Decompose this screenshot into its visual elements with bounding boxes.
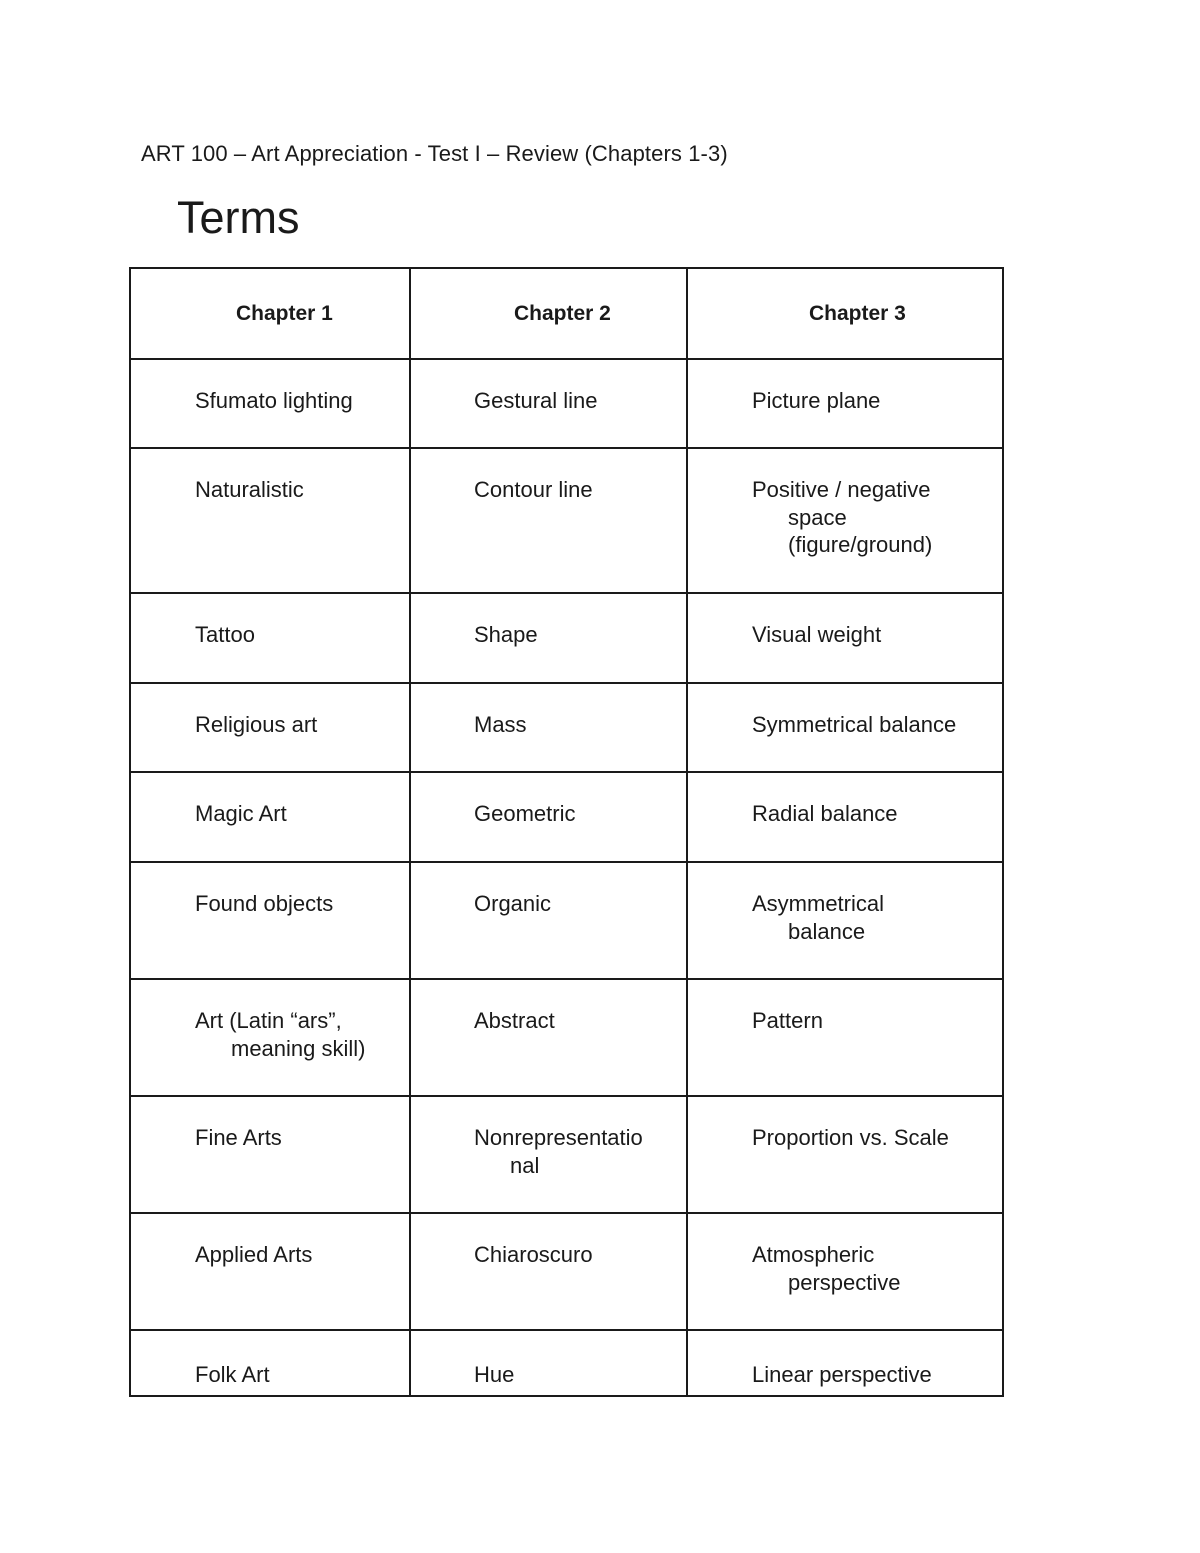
table-cell: Tattoo [130,593,410,683]
table-row [130,1330,1003,1396]
table-header-row [130,268,1003,359]
table-cell: Art (Latin “ars”, meaning skill) [130,979,410,1096]
table-cell: Linear perspective [687,1330,1003,1396]
table-cell: Religious art [130,683,410,772]
column-header-chapter-1: Chapter 1 [130,268,410,359]
column-header-chapter-3: Chapter 3 [687,268,1003,359]
document-header: ART 100 – Art Appreciation - Test I – Review (Chapters 1-3) [141,141,728,166]
column-header-chapter-2: Chapter 2 [410,268,687,359]
table-cell: Sfumato lighting [130,359,410,448]
table-cell: Atmospheric perspective [687,1213,1003,1330]
table-cell: Geometric [410,772,687,862]
table-row [130,593,1003,683]
table-cell: Positive / negative space (figure/ground) [687,448,1003,593]
table-cell: Applied Arts [130,1213,410,1330]
table-row [130,772,1003,862]
section-title: Terms [177,192,300,243]
table-cell: Chiaroscuro [410,1213,687,1330]
table-row [130,979,1003,1096]
table-cell: Naturalistic [130,448,410,593]
table-cell: Organic [410,862,687,979]
table-cell: Folk Art [130,1330,410,1396]
table-row [130,1213,1003,1330]
table-cell: Proportion vs. Scale [687,1096,1003,1213]
table-row [130,359,1003,448]
table-cell: Hue [410,1330,687,1396]
table-cell: Radial balance [687,772,1003,862]
table-cell: Shape [410,593,687,683]
table-row [130,862,1003,979]
table-cell: Fine Arts [130,1096,410,1213]
table-cell: Visual weight [687,593,1003,683]
table-row [130,683,1003,772]
table-cell: Magic Art [130,772,410,862]
table-row [130,1096,1003,1213]
table-cell: Nonrepresentatio nal [410,1096,687,1213]
table-cell: Mass [410,683,687,772]
table-cell: Symmetrical balance [687,683,1003,772]
table-row [130,448,1003,593]
terms-table [129,267,1004,1397]
table-cell: Gestural line [410,359,687,448]
table-cell: Pattern [687,979,1003,1096]
table-cell: Abstract [410,979,687,1096]
table-cell: Contour line [410,448,687,593]
table-cell: Asymmetrical balance [687,862,1003,979]
table-cell: Found objects [130,862,410,979]
table-cell: Picture plane [687,359,1003,448]
